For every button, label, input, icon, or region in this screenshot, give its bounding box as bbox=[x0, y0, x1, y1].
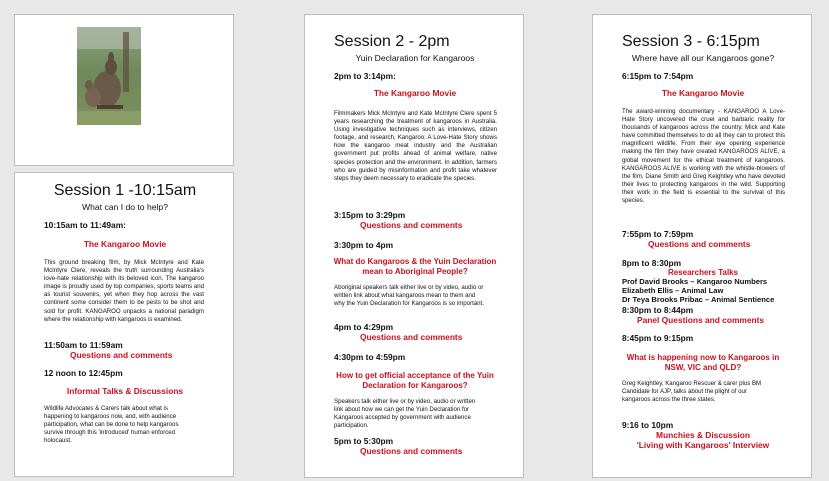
session-3-slot-2-time: 7:55pm to 7:59pm bbox=[622, 229, 694, 239]
session-3-slot-4-time: 8:30pm to 8:44pm bbox=[622, 305, 694, 315]
session-1-slot-3-time: 12 noon to 12:45pm bbox=[44, 368, 123, 378]
session-2-slot-3-title: What do Kangaroos & the Yuin Declaration mean to Aboriginal People? bbox=[333, 257, 497, 276]
session-1-slot-1-title: The Kangaroo Movie bbox=[83, 239, 167, 249]
session-3-speaker-1: Prof David Brooks – Kangaroo Numbers bbox=[622, 277, 768, 286]
session-1-panel bbox=[14, 172, 234, 477]
session-2-slot-1-title: The Kangaroo Movie bbox=[373, 88, 457, 98]
session-3-slot-5-body: Greg Keightley, Kangaroo Rescuer & carer plus BM Candidate for AJP, talks about the plight of our kangaroos across the three states. bbox=[622, 380, 762, 404]
session-2-slot-4-time: 4pm to 4:29pm bbox=[334, 322, 394, 332]
session-3-subtitle: Where have all our Kangaroos gone? bbox=[631, 53, 775, 63]
session-3-slot-1-body: The award-winning documentary - KANGAROO A Love-Hate Story uncovered the cruel and barbaric reality for thousands of kangaroos across the country. Mick and Kate have committed themselves to do all they can to protect this magnificent wildlife. From their eye opening experience making the film they have created KANGAROOS ALIVE, a global movement for the ethical treatment of kangaroos. KANGAROOS ALIVE is working with the whistle-blowers of the film, Diane Smith and Greg Keightley who have devoted their lives to protecting kangaroos in the wild. Supporting their work in the field is essential to the survival of this species. bbox=[622, 108, 785, 205]
session-1-subtitle: What can I do to help? bbox=[82, 202, 168, 212]
session-2-slot-1-body: Filmmakers Mick McIntyre and Kate McIntyre Clere spent 5 years researching the treatment of kangaroos in Australia. Using investigative techniques such as interviews, citizen footage, and research, Kangaroo: A Love-Hate Story shows how the kangaroo meat industry and the Australian government put profits ahead of animal welfare, native species protection and the environment. In addition, farmers who are guided by misinformation and profit take whatever steps they deem necessary to eradicate the species. bbox=[334, 110, 497, 182]
session-2-slot-2-title: Questions and comments bbox=[360, 220, 463, 230]
session-3-slot-1-title: The Kangaroo Movie bbox=[661, 88, 745, 98]
session-3-slot-2-title: Questions and comments bbox=[648, 239, 751, 249]
session-2-slot-3-time: 3:30pm to 4pm bbox=[334, 240, 394, 250]
session-3-slot-5-time: 8:45pm to 9:15pm bbox=[622, 333, 694, 343]
session-1-slot-1-time: 10:15am to 11:49am: bbox=[44, 220, 126, 230]
session-2-panel bbox=[304, 14, 524, 478]
session-3-slot-5-title: What is happening now to Kangaroos in NSW, VIC and QLD? bbox=[626, 353, 780, 372]
session-3-slot-3-time: 8pm to 8:30pm bbox=[622, 258, 682, 268]
session-2-slot-6-title: Questions and comments bbox=[360, 446, 463, 456]
session-3-heading: Session 3 - 6:15pm bbox=[622, 33, 760, 50]
session-2-slot-5-time: 4:30pm to 4:59pm bbox=[334, 352, 406, 362]
session-1-slot-3-title: Informal Talks & Discussions bbox=[66, 386, 184, 396]
session-2-slot-5-body: Speakers talk either live or by video, audio or written link about how we can get the Yuin Declaration for Kangaroos accepted by government with audience participation. bbox=[334, 398, 476, 430]
session-1-heading: Session 1 -10:15am bbox=[53, 182, 197, 199]
session-2-heading: Session 2 - 2pm bbox=[334, 33, 450, 50]
session-3-speaker-3: Dr Teya Brooks Pribac – Animal Sentience bbox=[622, 295, 775, 304]
session-3-slot-1-time: 6:15pm to 7:54pm bbox=[622, 71, 694, 81]
session-3-speaker-2: Elizabeth Ellis – Animal Law bbox=[622, 286, 724, 295]
session-3-slot-6-title: Munchies & Discussion bbox=[655, 430, 750, 440]
session-3-slot-6-subtitle: 'Living with Kangaroos' Interview bbox=[636, 440, 770, 450]
session-3-slot-3-title: Researchers Talks bbox=[667, 268, 739, 277]
session-3-slot-6-time: 9:16 to 10pm bbox=[622, 420, 674, 430]
session-1-slot-1-body: This ground breaking film, by Mick McIntyre and Kate McIntyre Clere, reveals the truth surrounding Australia's love-hate relationship with its beloved icon. The kangaroo image is proudly used by top companies, sports teams and as tourist souvenirs, yet when they hop across the vast continent some consider them to be pests to be shot and sold for profit. KANGAROO unpacks a national paradigm where the relationship with kangaroos is examined. bbox=[44, 259, 204, 323]
session-2-slot-1-time: 2pm to 3:14pm: bbox=[334, 71, 396, 81]
session-2-slot-4-title: Questions and comments bbox=[360, 332, 463, 342]
session-3-panel bbox=[592, 14, 812, 478]
kangaroo-photo bbox=[77, 27, 141, 125]
session-2-slot-5-title: How to get official acceptance of the Yuin Declaration for Kangaroos? bbox=[336, 371, 494, 390]
session-1-slot-2-title: Questions and comments bbox=[70, 350, 173, 360]
photo-panel bbox=[14, 14, 234, 166]
session-2-slot-6-time: 5pm to 5:30pm bbox=[334, 436, 394, 446]
session-1-slot-2-time: 11:50am to 11:59am bbox=[44, 340, 123, 350]
session-2-subtitle: Yuin Declaration for Kangaroos bbox=[355, 53, 475, 63]
session-3-slot-4-title: Panel Questions and comments bbox=[637, 315, 765, 325]
session-2-slot-3-body: Aboriginal speakers talk either live or by video, audio or written link about what kangaroos mean to them and why the Yuin Declaration for Kangaroos is so important. bbox=[334, 284, 484, 308]
session-2-slot-2-time: 3:15pm to 3:29pm bbox=[334, 210, 406, 220]
session-1-slot-3-body: Wildlife Advocates & Carers talk about what is happening to kangaroos now, and, with audience participation, what can be done to help kangaroos survive through this 'introduced' human enforced holocaust. bbox=[44, 405, 179, 445]
